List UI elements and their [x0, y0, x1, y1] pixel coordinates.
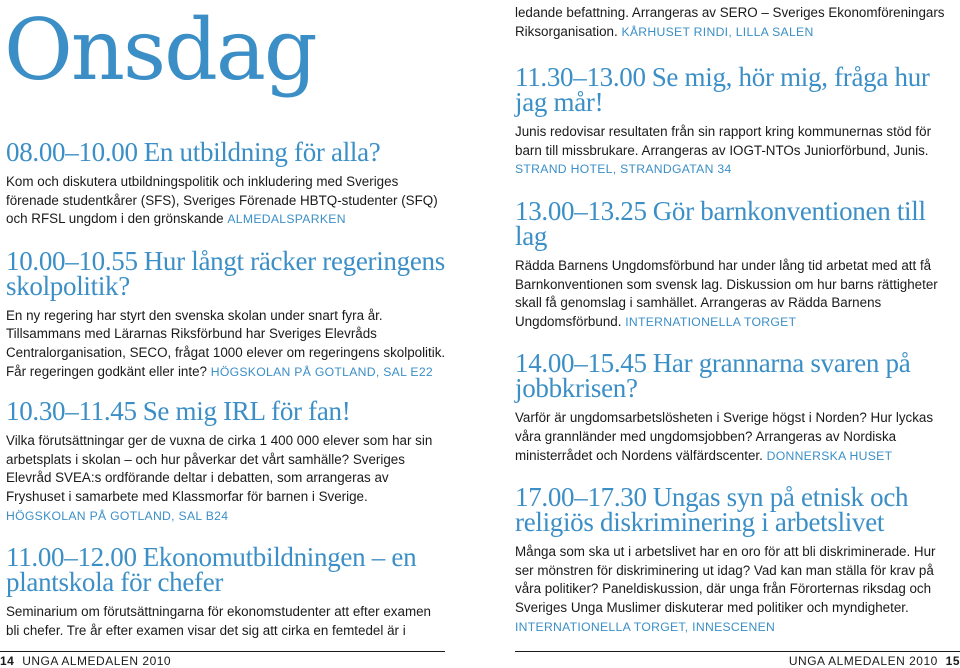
event-title [515, 62, 955, 118]
event-name: Hur långt räcker regeringens skolpolitik? [6, 245, 445, 301]
event-time: 08.00–10.00 [6, 137, 138, 167]
event-block [515, 482, 955, 636]
event-description [6, 307, 446, 381]
event-title [515, 348, 955, 404]
event-title [6, 396, 446, 427]
event-description [515, 543, 955, 636]
footer-left [0, 651, 445, 668]
event-text: Varför är ungdomsarbetslösheten i Sverige högst i Norden? Hur lyckas våra grannländer med ungdomsjobben? Arrangeras av Nordiska ministerrådet och Nordens välfärdscenter. [515, 410, 934, 463]
event-time: 10.00–10.55 [6, 245, 138, 276]
event-description [6, 173, 446, 229]
event-location: STRAND HOTEL, STRANDGATAN 34 [515, 162, 732, 177]
event-text: ledande befattning. Arrangeras av SERO – Sveriges Ekonomföreningars Riksorganisation. [515, 5, 945, 39]
event-location: HÖGSKOLAN PÅ GOTLAND, SAL B24 [6, 508, 229, 523]
event-title [515, 195, 955, 251]
event-block [6, 396, 446, 525]
event-description [515, 123, 955, 179]
event-time: 14.00–15.45 [515, 348, 647, 379]
event-title [6, 542, 446, 598]
right-column [515, 0, 955, 636]
event-name: Gör barnkonventionen till lag [515, 195, 926, 251]
event-block [515, 62, 955, 179]
event-name: Ungas syn på etnisk och religiös diskriminering i arbetslivet [515, 482, 909, 538]
event-name: En utbildning för alla? [143, 137, 381, 167]
event-text: Många som ska ut i arbetslivet har en oro för att bli diskriminerade. Hur ser mönstren för diskriminering ut idag? Vad kan man ställa för krav på våra politiker? Paneldiskussion, där unga från Förorternas riksdag och Sveriges Unga Muslimer diskuterar med politiker och myndigheter. [515, 544, 936, 615]
event-description [515, 409, 955, 465]
page-number: 14 [0, 654, 15, 668]
publication-name: UNGA ALMEDALEN 2010 [788, 654, 938, 668]
footer-right [515, 651, 960, 668]
event-block [515, 195, 955, 331]
page-heading: Onsdag [4, 1, 316, 99]
event-text: Vilka förutsättningar ger de vuxna de cirka 1 400 000 elever som har sin arbetsplats i skolan – och hur påverkar det vårt samhälle? Sveriges Elevråd SVEA:s ordförande deltar i debatten, som arrangeras av Fryshuset i samarbete med Klassmorfar för barnen i Sverige. [6, 433, 433, 504]
event-title [6, 245, 446, 301]
event-name: Har grannarna svaren på jobbkrisen? [515, 348, 911, 404]
event-block [6, 542, 446, 640]
event-text: En ny regering har styrt den svenska skolan under snart fyra år. Tillsammans med Lärarnas Riksförbund har Sveriges Elevråds Centralorganisation, SECO, frågat 1000 elever om regeringens skolpolitik. Får regeringen godkänt eller inte? [6, 307, 446, 379]
event-block [6, 137, 446, 229]
publication-name: UNGA ALMEDALEN 2010 [22, 654, 172, 668]
page-number: 15 [945, 654, 960, 668]
event-location: KÅRHUSET RINDI, LILLA SALEN [621, 24, 814, 39]
event-name: Se mig, hör mig, fråga hur jag mår! [515, 62, 930, 118]
event-text: Kom och diskutera utbildningspolitik och inkludering med Sveriges förenade studentkårer (SFS), Sveriges Förenade HBTQ-studenter (SFQ) och RFSL ungdom i den grönskande [6, 174, 438, 227]
continued-text [515, 4, 955, 41]
event-text: Rädda Barnens Ungdomsförbund har under lång tid arbetat med att få Barnkonventionen som svensk lag. Diskussion om hur barns rättigheter skall få genomslag i samhället. Arrangeras av Rädda Barnens Ungdomsförbund. [515, 257, 938, 329]
event-title [6, 137, 446, 167]
event-name: Ekonomutbildningen – en plantskola för chefer [6, 542, 417, 598]
event-block [6, 245, 446, 381]
event-time: 11.00–12.00 [6, 542, 137, 573]
event-location: INTERNATIONELLA TORGET, INNESCENEN [515, 619, 776, 634]
event-location: ALMEDALSPARKEN [227, 212, 346, 227]
event-time: 13.00–13.25 [515, 195, 647, 226]
event-time: 17.00–17.30 [515, 482, 647, 513]
event-block [515, 348, 955, 465]
event-text: Seminarium om förutsättningarna för ekonomstudenter att efter examen bli chefer. Tre år efter examen visar det sig att cirka en femtedel är i [6, 604, 431, 638]
event-time: 11.30–13.00 [515, 62, 646, 93]
event-description [6, 432, 446, 525]
event-location: DONNERSKA HUSET [766, 448, 893, 463]
event-time: 10.30–11.45 [6, 396, 137, 427]
event-description [515, 257, 955, 331]
event-location: INTERNATIONELLA TORGET [625, 314, 797, 329]
event-title [515, 482, 955, 538]
event-location: HÖGSKOLAN PÅ GOTLAND, SAL E22 [210, 364, 433, 379]
event-description [6, 603, 446, 640]
event-name: Se mig IRL för fan! [142, 396, 351, 427]
event-text: Junis redovisar resultaten från sin rapport kring kommunernas stöd för barn till missbrukare. Arrangeras av IOGT-NTOs Juniorförbund, Junis. [515, 124, 932, 158]
left-column [6, 0, 446, 640]
